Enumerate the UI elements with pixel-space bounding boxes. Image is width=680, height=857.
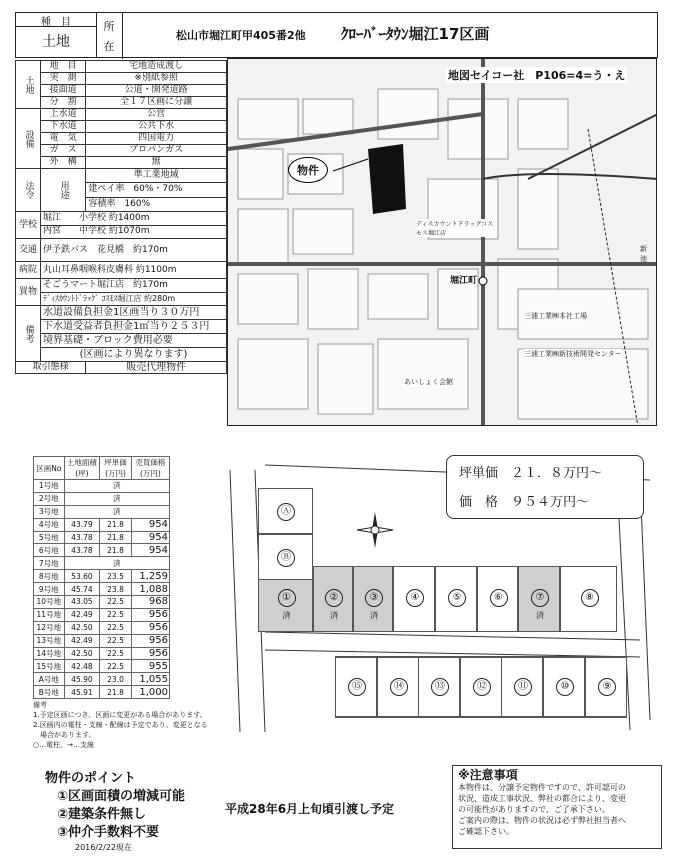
spec-label: 接面道 [40,85,85,97]
lot-id: 7号地 [34,557,65,570]
spec-table [15,60,227,374]
lot-unit-price: 22.5 [100,596,132,609]
remarks-line: 水道設備負担金1区画当り３０万円 [40,306,226,320]
lot-row [34,596,170,609]
point-item: ①区画面積の増減可能 [57,789,186,804]
lot-id: 12号地 [34,621,65,634]
notes [33,700,208,750]
map-publisher: 地図セイコー社 P106=4=う・え [448,69,626,82]
caution-line: ご案内の際は、物件の状況は必ず弊社担当者へ [458,816,626,825]
price-label: 価 格 [459,495,499,510]
lot-id: 11号地 [34,608,65,621]
lot-unit-price: 22.5 [100,621,132,634]
lot-unit-price: 21.8 [100,544,132,557]
school-category: 学校 [16,212,41,239]
caution-line: 本物件は、分譲予定物件ですので、許可認可の [458,783,626,792]
lots-header: 区画No [34,457,65,480]
lot-row [34,557,170,570]
header [15,12,658,58]
lot-id: 9号地 [34,583,65,596]
lot-number: ⑨ [598,678,616,696]
lots-body [34,480,170,699]
map-label: ディスカウントドラッグコスモス堀江店 [416,221,494,237]
spec-label: 上水道 [40,109,85,121]
map-label: あいしょく会館 [404,378,453,386]
lot-number: ③ [365,589,383,607]
lot-id: 14号地 [34,647,65,660]
lots-header: 土地面積(坪) [64,457,100,480]
lot-row [34,621,170,634]
spec-label: 分 割 [40,97,85,109]
lot-price: 956 [131,647,169,660]
lot-sold: 済 [64,492,169,505]
bcr-label: 建ペイ率 [88,184,125,195]
lot-row [34,505,170,518]
spec-value: 四国電力 [86,133,227,145]
plan-lot [477,566,518,632]
compass-icon [357,512,393,548]
transport-value: 伊予鉄バス 花見橋 約170m [40,239,226,262]
bcr-row [86,183,227,197]
handover-date: 平成28年6月上旬頃引渡し予定 [225,802,395,816]
lot-row [34,570,170,583]
lot-row [34,673,170,686]
lot-number: ⑮ [348,678,366,696]
lot-number: ⑤ [448,589,466,607]
zone-value: 準工業地域 [86,169,227,183]
lots-table [33,456,170,699]
lot-id: 5号地 [34,531,65,544]
spec-label: 電 気 [40,133,85,145]
lot-sold-label: 済 [282,611,291,620]
map-label: 堀江町 [450,273,477,286]
lot-number: ⑩ [556,678,574,696]
lot-sold: 済 [64,480,169,493]
notes-line: 2.区画内の電柱・支線・配線は予定であり、変更となる [33,721,208,729]
notes-title: 備考 [33,701,47,709]
far-row [86,197,227,211]
lot-sold-label: 済 [330,611,338,620]
lot-price: 955 [131,660,169,673]
map-drawing [228,59,657,426]
lot-row [34,660,170,673]
lot-id: 4号地 [34,518,65,531]
shopping-row-2: ﾃﾞｨｽｶｳﾝﾄﾄﾞﾗｯｸﾞ ｺｽﾓｽ堀江店 約280m [40,292,226,306]
lot-price: 954 [131,544,169,557]
far-value: 160% [124,198,151,209]
lot-id: 15号地 [34,660,65,673]
lot-row [34,518,170,531]
lot-id: 8号地 [34,570,65,583]
shopping-row-1: そごうマート堀江店 約170m [40,279,226,293]
plan-lot [560,566,617,632]
map-property-label: 物件 [288,157,328,183]
plan-lot [335,657,377,717]
points [45,770,185,854]
caution-box [452,765,662,849]
lot-area: 43.79 [64,518,100,531]
lot-price: 954 [131,531,169,544]
spec-value: 宅地造成渡し [86,61,227,73]
law-category: 法令 [16,169,41,212]
unit-price-value: ２１．８万円～ [511,466,603,481]
map-label: 三浦工業㈱新技術開発センター [524,350,622,358]
points-title: 物件のポイント [45,771,137,786]
spec-value: ※別紙参照 [86,73,227,85]
unit-price-label: 坪単価 [459,466,499,481]
school-row-2: 内宮 中学校 約1070m [40,225,226,239]
caution-line: 状況、造成工事状況、弊社の都合により、変更 [458,794,626,803]
lot-sold-label: 済 [536,611,544,620]
spec-label: 実 測 [40,73,85,85]
spec-category: 土地 [16,61,41,109]
plan-lot [377,657,419,717]
plan-lot [313,566,353,632]
project-name: ｸﾛｰﾊﾞｰﾀｳﾝ堀江17区画 [341,25,490,43]
lot-number: ⑥ [490,589,508,607]
use-label: 用途 [40,169,85,212]
lot-area: 43.05 [64,596,100,609]
lot-id: A号地 [34,673,65,686]
price-box [446,455,644,519]
lot-area: 53.60 [64,570,100,583]
lot-unit-price: 22.5 [100,634,132,647]
plan-lot [393,566,435,632]
lot-area: 45.74 [64,583,100,596]
lot-price: 1,000 [131,686,169,699]
lot-price: 956 [131,608,169,621]
lot-row [34,544,170,557]
spec-label: 外 構 [40,157,85,169]
plan-lot [585,657,627,717]
lot-area: 42.48 [64,660,100,673]
plan-lot [435,566,477,632]
spec-label: 地 目 [40,61,85,73]
lot-number: ⑭ [390,678,408,696]
transaction-value: 販売代理物件 [86,362,227,374]
lot-price: 968 [131,596,169,609]
remarks-category: 備考 [16,306,41,362]
type-label: 種 目 [16,13,97,27]
point-item: ②建築条件無し [57,807,147,822]
caution-line: の可能性がありますので、ご了承下さい。 [458,805,610,814]
lot-unit-price: 22.5 [100,660,132,673]
lot-price: 1,259 [131,570,169,583]
lot-row [34,531,170,544]
address: 松山市堀江町甲405番2他 [176,29,306,42]
lot-price: 956 [131,634,169,647]
lot-unit-price: 23.8 [100,583,132,596]
lot-area: 45.90 [64,673,100,686]
lot-area: 43.78 [64,544,100,557]
plan-lot [418,657,460,717]
location-label: 所在 [103,20,115,53]
far-label: 容積率 [88,198,116,209]
lot-row [34,634,170,647]
hospital-value: 丸山耳鼻咽喉科皮膚科 約1100m [40,262,226,279]
lot-unit-price: 21.8 [100,531,132,544]
lot-unit-price: 21.8 [100,518,132,531]
transaction-label: 取引態様 [16,362,86,374]
lot-area: 42.50 [64,621,100,634]
lot-number: ⑪ [514,678,532,696]
lot-id: 2号地 [34,492,65,505]
spec-label: ガ ス [40,145,85,157]
plan-lot [543,657,585,717]
lot-price: 1,088 [131,583,169,596]
spec-value: 無 [86,157,227,169]
lot-sold: 済 [64,557,169,570]
lot-row [34,492,170,505]
notes-line: ○…電柱、→…支線 [33,741,94,749]
transport-category: 交通 [16,239,41,262]
price-value: ９５４万円～ [511,495,590,510]
lot-unit-price: 22.5 [100,608,132,621]
spec-label: 下水道 [40,121,85,133]
lots-header: 坪単価(万円) [100,457,132,480]
lot-area: 42.49 [64,634,100,647]
lot-number: ⑫ [473,678,491,696]
lot-number: Ⓑ [277,549,295,567]
lot-row [34,686,170,699]
lot-id: 3号地 [34,505,65,518]
lot-id: 6号地 [34,544,65,557]
point-item: ③仲介手数料不要 [57,825,160,840]
lot-area: 42.50 [64,647,100,660]
remarks-line: 境界基礎・ブロック費用必要 [40,334,226,348]
spec-category: 設備 [16,109,41,169]
lot-sold: 済 [64,505,169,518]
lot-number: Ⓐ [277,503,295,521]
lot-price: 1,055 [131,673,169,686]
spec-value: 公共下水 [86,121,227,133]
unit-price-row [459,462,602,481]
lot-unit-price: 21.8 [100,686,132,699]
lot-unit-price: 23.0 [100,673,132,686]
hospital-category: 病院 [16,262,41,279]
lot-number: ⑬ [431,678,449,696]
plan-lot [518,566,560,632]
lot-row [34,608,170,621]
lot-id: 1号地 [34,480,65,493]
remarks-line: (区画により異なります) [40,348,226,362]
lot-area: 43.78 [64,531,100,544]
lot-id: 13号地 [34,634,65,647]
location-map [227,58,657,426]
plan-lot [460,657,502,717]
lot-number: ① [278,589,296,607]
spec-value: 公営 [86,109,227,121]
remarks-line: 下水道受益者負担金1㎡当り２５３円 [40,320,226,334]
map-label: 三浦工業㈱本社工場 [524,312,587,320]
lot-row [34,647,170,660]
lot-number: ⑦ [531,589,549,607]
spec-value: プロパンガス [86,145,227,157]
lot-price: 954 [131,518,169,531]
lots-header: 売買価格(万円) [131,457,169,480]
bcr-value: 60%・70% [133,184,183,195]
plan-lot [501,657,543,717]
lot-number: ⑧ [581,589,599,607]
price-row [459,491,589,510]
lot-number: ④ [406,589,424,607]
spec-value: 公道・開発道路 [86,85,227,97]
lot-row [34,583,170,596]
shopping-category: 買物 [16,279,41,306]
plan-lot [258,488,313,534]
lot-area: 45.91 [64,686,100,699]
spec-value: 全１７区画に分譲 [86,97,227,109]
school-row-1: 堀江 小学校 約1400m [40,212,226,226]
lot-sold-label: 済 [370,611,378,620]
lot-row [34,480,170,493]
caution-title: ※注意事項 [458,768,518,782]
lot-unit-price: 23.5 [100,570,132,583]
lot-number: ② [325,589,343,607]
lot-unit-price: 22.5 [100,647,132,660]
notes-line: 1.予定区画につき、区画に変更がある場合があります。 [33,711,207,719]
caution-line: ご確認下さい。 [458,827,514,836]
map-label: 新池 [640,245,647,263]
plan-lot [258,534,313,580]
lot-id: 10号地 [34,596,65,609]
points-date: 2016/2/22現在 [75,843,133,852]
notes-line: 場合があります。 [33,731,96,739]
lot-price: 956 [131,621,169,634]
lot-id: B号地 [34,686,65,699]
lot-area: 42.49 [64,608,100,621]
plan-lot [353,566,393,632]
divider [122,13,123,59]
type-value: 土地 [16,27,97,58]
